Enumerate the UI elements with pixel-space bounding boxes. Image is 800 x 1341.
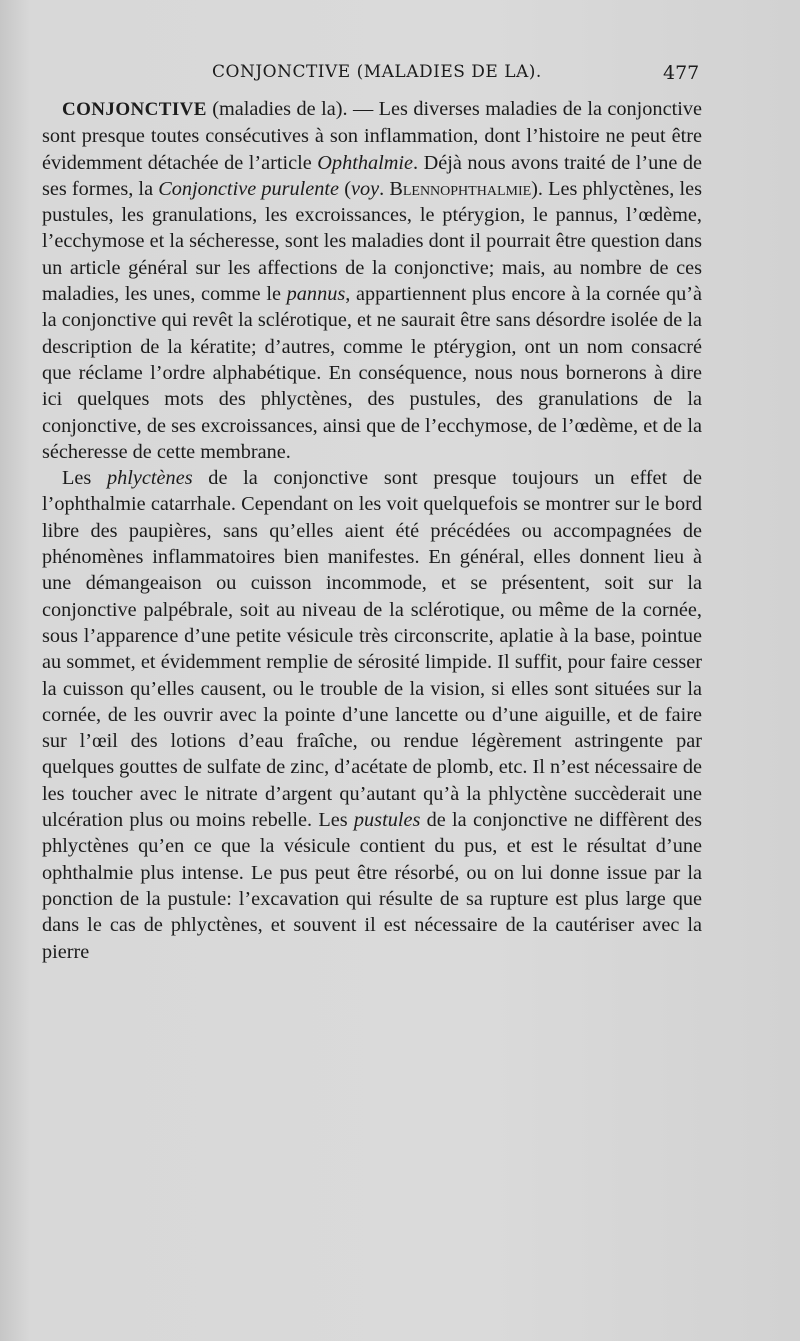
- italic-term: Ophthalmie: [317, 151, 414, 174]
- cross-reference: Blennophthalmie: [389, 177, 532, 200]
- italic-term: pustules: [353, 809, 421, 832]
- paragraph-intro: [42, 96, 702, 465]
- italic-term: voy: [350, 177, 380, 200]
- text-run: .: [379, 177, 390, 200]
- paragraph-phlyctenes: [42, 465, 702, 965]
- text-run: (maladies de la). — Les diverses maladies de la conjonctive sont presque toutes consécutives à son inflammation, dont l’histoire ne peut être évidemment détachée de l’article: [42, 98, 702, 174]
- text-run: Les: [62, 467, 107, 490]
- italic-term: Conjonctive purulente: [158, 177, 340, 200]
- italic-term: pannus: [286, 283, 346, 306]
- text-run: de la conjonctive ne diffèrent des phlyctènes qu’en ce que la vésicule contient du pus, et est le résultat d’une ophthalmie plus intense. Le pus peut être résorbé, ou on lui donne issue par la ponction de la pustule: l’excavation qui résulte de sa rupture est plus large que dans le cas de phlyctènes, et souvent il est nécessaire de la cautériser avec la pierre: [42, 809, 702, 963]
- text-run: . Déjà nous avons traité de l’une de ses formes, la: [42, 151, 702, 200]
- italic-term: phlyctènes: [107, 467, 193, 490]
- page-header: [0, 62, 800, 92]
- entry-headword: CONJONCTIVE: [62, 99, 207, 120]
- text-run: de la conjonctive sont presque toujours un effet de l’ophthalmie catarrhale. Cependant on les voit quelquefois se montrer sur le bord libre des paupières, sans qu’elles aient été précédées ou accompagnées de phénomènes inflammatoires bien manifestes. En général, elles donnent lieu à une démangeaison ou cuisson incommode, et se présentent, soit sur la conjonctive palpébrale, soit au niveau de la sclérotique, ou même de la cornée, sous l’apparence d’une petite vésicule très circonscrite, aplatie à la base, pointue au sommet, et évidemment remplie de sérosité limpide. Il suffit, pour faire cesser la cuisson qu’elles causent, ou le trouble de la vision, si elles sont situées sur la cornée, de les ouvrir avec la pointe d’une lancette ou d’une aiguille, et de faire sur l’œil des lotions d’eau fraîche, ou rendue légèrement astringente par quelques gouttes de sulfate de zinc, d’acétate de plomb, etc. Il n’est nécessaire de les toucher avec le nitrate d’argent qu’autant qu’à la phlyctène succèderait une ulcération plus ou moins rebelle. Les: [42, 467, 702, 832]
- running-title: CONJONCTIVE (MALADIES DE LA).: [212, 62, 542, 82]
- page-number: 477: [663, 62, 700, 84]
- text-run: ). Les phlyctènes, les pustules, les granulations, les excroissances, le ptérygion, le pannus, l’œdème, l’ecchymose et la sécheresse, sont les maladies dont il pourrait être question dans un article général sur les affections de la conjonctive; mais, au nombre de ces maladies, les unes, comme le: [42, 177, 702, 306]
- text-run: (: [339, 177, 351, 200]
- text-run: , appartiennent plus encore à la cornée qu’à la conjonctive qui revêt la sclérotique, et ne saurait être sans désordre isolée de la description de la kératite; d’autres, comme le ptérygion, ont un nom consacré que réclame l’ordre alphabétique. En conséquence, nous nous bornerons à dire ici quelques mots des phlyctènes, des pustules, des granulations de la conjonctive, de ses excroissances, ainsi que de l’ecchymose, de l’œdème, et de la sécheresse de cette membrane.: [42, 283, 702, 463]
- article-body: [42, 96, 702, 965]
